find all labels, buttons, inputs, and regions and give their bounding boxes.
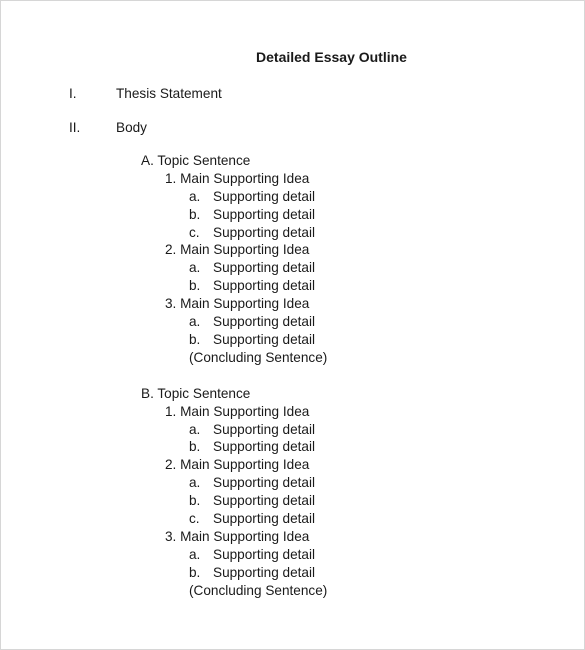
section-label: Thesis Statement xyxy=(116,86,222,101)
detail-text: Supporting detail xyxy=(213,332,316,347)
main-supporting-idea: 3. Main Supporting Idea xyxy=(165,296,310,311)
detail-text: Supporting detail xyxy=(213,278,316,293)
concluding-sentence: (Concluding Sentence) xyxy=(189,583,328,598)
detail-letter: b. xyxy=(189,332,201,347)
detail-letter: a. xyxy=(189,547,201,562)
detail-letter: a. xyxy=(189,189,201,204)
detail-letter: a. xyxy=(189,475,201,490)
document-title: Detailed Essay Outline xyxy=(256,49,407,65)
section-numeral: II. xyxy=(69,120,81,135)
detail-letter: c. xyxy=(189,511,200,526)
main-supporting-idea: 1. Main Supporting Idea xyxy=(165,171,310,186)
detail-text: Supporting detail xyxy=(213,511,316,526)
section-label: Body xyxy=(116,120,147,135)
detail-text: Supporting detail xyxy=(213,493,316,508)
section-numeral: I. xyxy=(69,86,77,101)
topic-sentence: B. Topic Sentence xyxy=(141,386,251,401)
detail-letter: c. xyxy=(189,225,200,240)
main-supporting-idea: 3. Main Supporting Idea xyxy=(165,529,310,544)
detail-letter: a. xyxy=(189,260,201,275)
main-supporting-idea: 1. Main Supporting Idea xyxy=(165,404,310,419)
concluding-sentence: (Concluding Sentence) xyxy=(189,350,328,365)
detail-letter: b. xyxy=(189,439,201,454)
detail-text: Supporting detail xyxy=(213,422,316,437)
detail-text: Supporting detail xyxy=(213,260,316,275)
detail-letter: a. xyxy=(189,314,201,329)
detail-letter: b. xyxy=(189,493,201,508)
detail-text: Supporting detail xyxy=(213,475,316,490)
detail-text: Supporting detail xyxy=(213,547,316,562)
detail-letter: a. xyxy=(189,422,201,437)
detail-text: Supporting detail xyxy=(213,439,316,454)
detail-letter: b. xyxy=(189,565,201,580)
detail-text: Supporting detail xyxy=(213,225,316,240)
detail-text: Supporting detail xyxy=(213,314,316,329)
detail-text: Supporting detail xyxy=(213,189,316,204)
topic-sentence: A. Topic Sentence xyxy=(141,153,251,168)
detail-letter: b. xyxy=(189,207,201,222)
detail-text: Supporting detail xyxy=(213,565,316,580)
main-supporting-idea: 2. Main Supporting Idea xyxy=(165,457,310,472)
detail-letter: b. xyxy=(189,278,201,293)
main-supporting-idea: 2. Main Supporting Idea xyxy=(165,242,310,257)
detail-text: Supporting detail xyxy=(213,207,316,222)
